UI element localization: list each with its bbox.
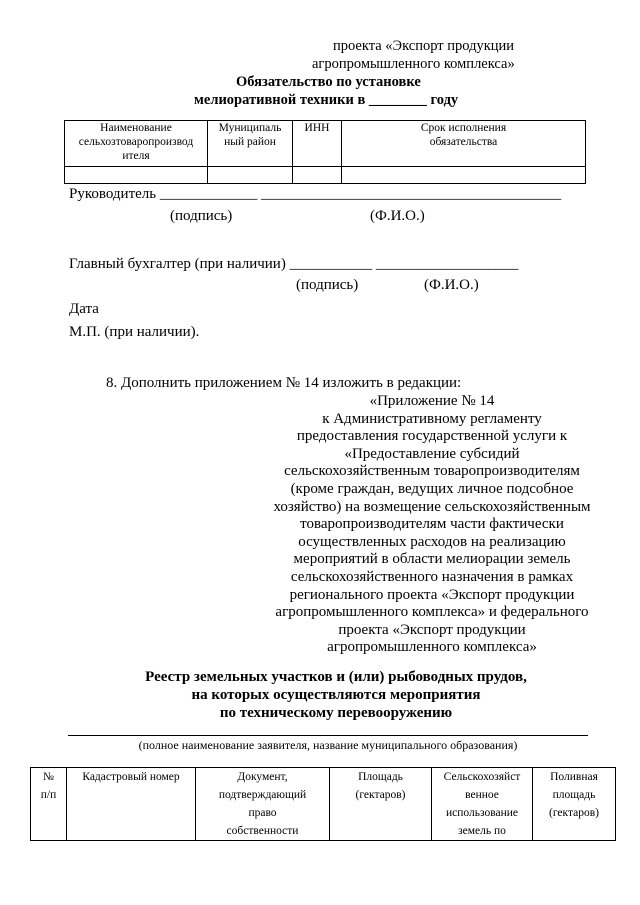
stamp-label: М.П. (при наличии). (69, 324, 200, 340)
applicant-caption: (полное наименование заявителя, название муниципального образования) (138, 738, 518, 752)
head-signature-line[interactable]: Руководитель _____________ ________________________________________ (69, 186, 562, 202)
accountant-fio-caption: (Ф.И.О.) (424, 277, 479, 293)
appendix-line: «Предоставление субсидий (344, 445, 520, 462)
registry-table (30, 767, 616, 841)
head-fio-caption: (Ф.И.О.) (370, 208, 425, 224)
header-continuation-line2: агропромышленного комплекса» (312, 56, 515, 72)
table-cell[interactable] (65, 167, 208, 184)
date-label: Дата (69, 301, 99, 317)
col-number: № п/п (31, 768, 67, 841)
table-cell[interactable] (208, 167, 293, 184)
appendix-line: регионального проекта «Экспорт продукции (289, 586, 575, 603)
appendix-line: (кроме граждан, ведущих личное подсобное (290, 480, 574, 497)
table-header-row (65, 121, 586, 167)
amendment-item-8: 8. Дополнить приложением № 14 изложить в редакции: (106, 375, 462, 391)
obligation-title-line2: мелиоративной техники в ________ году (194, 92, 459, 108)
col-land-use: Сельскохозяйст венное использование земель по (432, 768, 533, 841)
appendix-line: сельскохозяйственным товаропроизводителям (284, 463, 580, 480)
appendix-line: агропромышленного комплекса» и федерального (275, 604, 589, 621)
accountant-signature-line[interactable]: Главный бухгалтер (при наличии) ___________ ___________________ (69, 256, 519, 272)
appendix-header (262, 393, 602, 657)
col-producer-name: Наименование сельхозтоваропроизвод ителя (65, 121, 208, 167)
header-continuation-line1: проекта «Экспорт продукции (333, 38, 515, 54)
appendix-line: агропромышленного комплекса» (327, 639, 537, 656)
accountant-sign-caption: (подпись) (296, 277, 359, 293)
appendix-line: товаропроизводителям части фактически (300, 516, 564, 533)
appendix-line: к Административному регламенту (322, 410, 542, 427)
col-inn: ИНН (293, 121, 342, 167)
col-ownership-document: Документ, подтверждающий право собственности (196, 768, 330, 841)
appendix-line: проекта «Экспорт продукции (338, 621, 526, 638)
table-cell[interactable] (293, 167, 342, 184)
head-sign-caption: (подпись) (170, 208, 233, 224)
appendix-line: хозяйство) на возмещение сельскохозяйственным (273, 498, 591, 515)
registry-title: Реестр земельных участков и (или) рыбоводных прудов, на которых осуществляются мероприятия по техническому перевооружению (145, 669, 527, 721)
appendix-line: осуществленных расходов на реализацию (298, 533, 566, 550)
table-header-row (31, 768, 616, 841)
appendix-line: предоставления государственной услуги к (296, 428, 568, 445)
col-cadastral-number: Кадастровый номер (67, 768, 196, 841)
appendix-line: «Приложение № 14 (369, 393, 495, 409)
col-irrigated-area: Поливная площадь (гектаров) (533, 768, 616, 841)
table-row (65, 167, 586, 184)
col-deadline: Срок исполнения обязательства (342, 121, 586, 167)
col-municipal-district: Муниципаль ный район (208, 121, 293, 167)
table-cell[interactable] (342, 167, 586, 184)
appendix-line: мероприятий в области мелиорации земель (293, 551, 571, 568)
obligation-table (64, 120, 586, 184)
col-area: Площадь (гектаров) (330, 768, 432, 841)
appendix-line: сельскохозяйственного назначения в рамках (290, 568, 574, 585)
obligation-title-line1: Обязательство по установке (236, 74, 421, 90)
applicant-name-line[interactable] (68, 735, 588, 736)
